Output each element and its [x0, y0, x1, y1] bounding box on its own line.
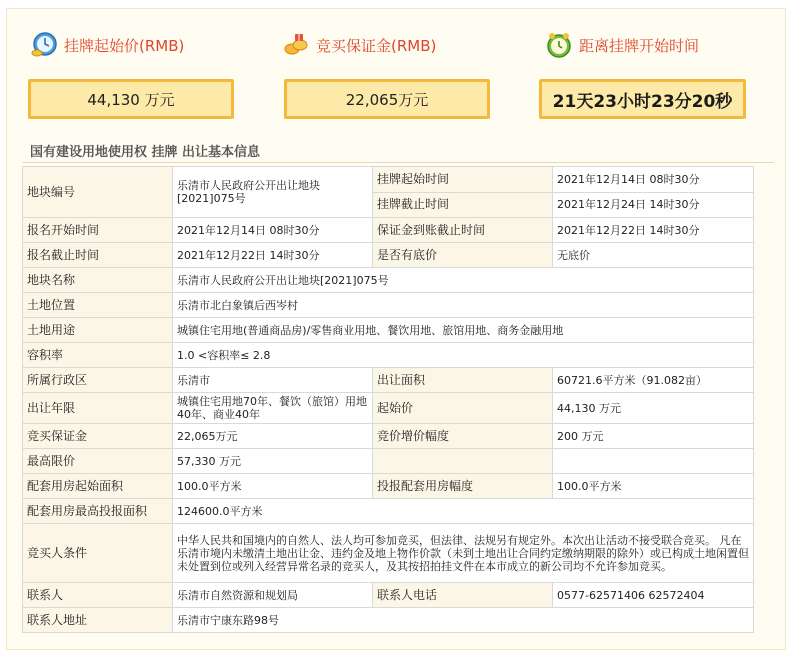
- table-row: [23, 424, 754, 449]
- table-value: 乐清市北白象镇后西岑村: [173, 293, 754, 318]
- table-row: [23, 218, 754, 243]
- table-row: [23, 608, 754, 633]
- coin-clock-icon: [30, 31, 58, 59]
- countdown-label: 距离挂牌开始时间: [579, 36, 700, 55]
- table-value: [553, 449, 754, 474]
- table-key: 竞买人条件: [23, 524, 173, 583]
- table-value: 乐清市宁康东路98号: [173, 608, 754, 633]
- deposit-value: 22,065万元: [284, 79, 490, 119]
- table-key: 是否有底价: [373, 243, 553, 268]
- land-info-table: [22, 166, 754, 633]
- countdown-value: 21天23小时23分20秒: [539, 79, 746, 119]
- section-title: 国有建设用地使用权 挂牌 出让基本信息: [30, 145, 261, 160]
- deposit-label: 竞买保证金(RMB): [316, 36, 437, 55]
- table-row: [23, 167, 754, 193]
- table-key: 出让年限: [23, 393, 173, 424]
- start-price-label: 挂牌起始价(RMB): [64, 36, 185, 55]
- table-row: [23, 343, 754, 368]
- coins-icon: [282, 31, 310, 59]
- table-value: 200 万元: [553, 424, 754, 449]
- start-price-value: 44,130 万元: [28, 79, 234, 119]
- table-value: 无底价: [553, 243, 754, 268]
- table-value: 城镇住宅用地(普通商品房)/零售商业用地、餐饮用地、旅馆用地、商务金融用地: [173, 318, 754, 343]
- table-row: [23, 268, 754, 293]
- table-row: [23, 583, 754, 608]
- table-key: 起始价: [373, 393, 553, 424]
- table-key: 配套用房起始面积: [23, 474, 173, 499]
- section-divider: [22, 162, 774, 163]
- table-key: 报名截止时间: [23, 243, 173, 268]
- table-key: 挂牌截止时间: [373, 192, 553, 218]
- table-value: 44,130 万元: [553, 393, 754, 424]
- table-row: [23, 393, 754, 424]
- table-key: 土地用途: [23, 318, 173, 343]
- table-key: 土地位置: [23, 293, 173, 318]
- deposit-heading: [282, 30, 436, 60]
- table-value: 2021年12月22日 14时30分: [173, 243, 373, 268]
- table-value: 2021年12月24日 14时30分: [553, 192, 754, 218]
- table-key: 联系人地址: [23, 608, 173, 633]
- table-key: 地块编号: [23, 167, 173, 218]
- table-value: 2021年12月14日 08时30分: [173, 218, 373, 243]
- table-value: 2021年12月22日 14时30分: [553, 218, 754, 243]
- table-value: 0577-62571406 62572404: [553, 583, 754, 608]
- table-row: [23, 449, 754, 474]
- table-value: 100.0平方米: [173, 474, 373, 499]
- table-row: [23, 499, 754, 524]
- table-value: 中华人民共和国境内的自然人、法人均可参加竞买，但法律、法规另有规定外。本次出让活动不接受联合竞买。 凡在乐清市境内未缴清土地出让金、违约金及地上物作价款（未到土地出让合同约定缴纳期限的除外）或已构成土地闲置但未处置到位或列入经营异常名录的竞买人，及其按招拍挂文件在本市成立的新公司均不允许参加竞买。: [173, 524, 754, 583]
- table-value: 124600.0平方米: [173, 499, 754, 524]
- table-key: 出让面积: [373, 368, 553, 393]
- table-key: 最高限价: [23, 449, 173, 474]
- table-value: 57,330 万元: [173, 449, 373, 474]
- table-row: [23, 318, 754, 343]
- table-value: 乐清市人民政府公开出让地块[2021]075号: [173, 167, 373, 218]
- alarm-clock-icon: [545, 31, 573, 59]
- table-row: [23, 293, 754, 318]
- start-price-heading: [30, 30, 184, 60]
- table-key: 容积率: [23, 343, 173, 368]
- table-value: 1.0 <容积率≤ 2.8: [173, 343, 754, 368]
- table-value: 22,065万元: [173, 424, 373, 449]
- countdown-heading: [545, 30, 699, 60]
- table-key: 联系人: [23, 583, 173, 608]
- table-value: 城镇住宅用地70年、餐饮（旅馆）用地40年、商业40年: [173, 393, 373, 424]
- table-key: 地块名称: [23, 268, 173, 293]
- table-key: 竞买保证金: [23, 424, 173, 449]
- table-row: [23, 368, 754, 393]
- table-value: 乐清市人民政府公开出让地块[2021]075号: [173, 268, 754, 293]
- table-row: [23, 474, 754, 499]
- table-key: 竞价增价幅度: [373, 424, 553, 449]
- table-value: 60721.6平方米（91.082亩）: [553, 368, 754, 393]
- table-row: [23, 243, 754, 268]
- table-value: 乐清市: [173, 368, 373, 393]
- table-key: 挂牌起始时间: [373, 167, 553, 193]
- table-key: 报名开始时间: [23, 218, 173, 243]
- table-key: 保证金到账截止时间: [373, 218, 553, 243]
- table-value: 乐清市自然资源和规划局: [173, 583, 373, 608]
- table-value: 100.0平方米: [553, 474, 754, 499]
- table-key: 所属行政区: [23, 368, 173, 393]
- table-key: 联系人电话: [373, 583, 553, 608]
- table-key: 配套用房最高投报面积: [23, 499, 173, 524]
- table-key: [373, 449, 553, 474]
- table-key: 投报配套用房幅度: [373, 474, 553, 499]
- table-row: [23, 524, 754, 583]
- table-value: 2021年12月14日 08时30分: [553, 167, 754, 193]
